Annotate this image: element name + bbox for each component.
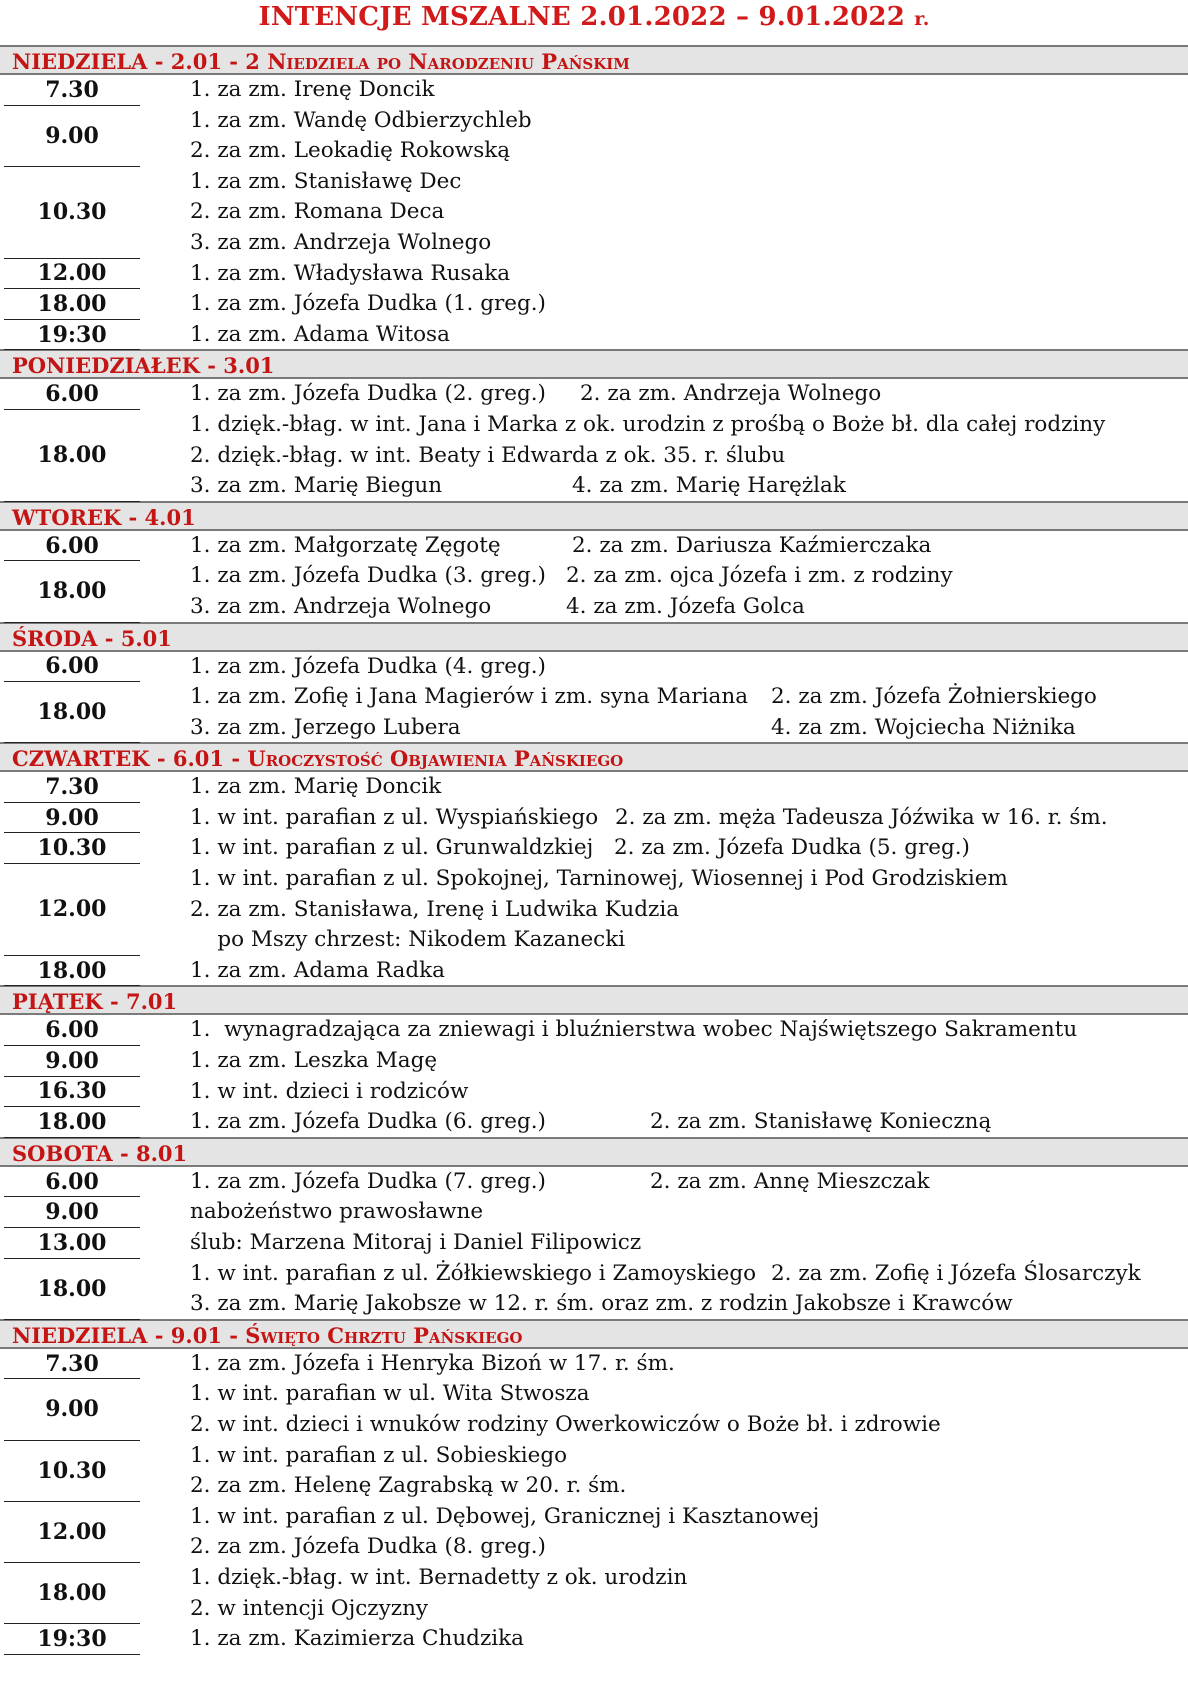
day-header	[0, 501, 1188, 531]
intention-text: 4. za zm. Wojciecha Niżnika	[771, 714, 1076, 740]
intention-line	[190, 1594, 1188, 1625]
mass-time: 18.00	[4, 682, 140, 743]
intention-line	[190, 1502, 1188, 1533]
mass-time: 13.00	[4, 1228, 140, 1259]
mass-time: 18.00	[4, 1563, 140, 1624]
intention-text: 1. za zm. Adama Radka	[190, 957, 445, 983]
intention-text: 2. za zm. ojca Józefa i zm. z rodziny	[566, 563, 953, 589]
intention-text: 1. za zm. Wandę Odbierzychleb	[190, 107, 532, 133]
intention-text: 2. za zm. Józefa Żołnierskiego	[771, 684, 1097, 710]
intention-line	[190, 1197, 1188, 1228]
mass-row	[0, 1228, 1188, 1259]
intention-text: 1. w int. parafian w ul. Wita Stwosza	[190, 1381, 590, 1407]
mass-row	[0, 1107, 1188, 1138]
mass-row	[0, 1197, 1188, 1228]
intention-line	[190, 682, 1188, 713]
mass-time: 9.00	[4, 1197, 140, 1228]
day-header	[0, 622, 1188, 652]
mass-time: 16.30	[4, 1077, 140, 1108]
intention-line	[190, 410, 1188, 441]
intention-text: 3. za zm. Marię Jakobsze w 12. r. śm. oraz zm. z rodzin Jakobsze i Krawców	[190, 1291, 1013, 1317]
intention-text: 1. za zm. Kazimierza Chudzika	[190, 1626, 524, 1652]
intention-line	[190, 1441, 1188, 1472]
feast-name: Święto Chrztu Pańskiego	[245, 1322, 523, 1348]
mass-row	[0, 864, 1188, 956]
mass-time: 18.00	[4, 956, 140, 987]
mass-time: 7.30	[4, 772, 140, 803]
intention-line	[190, 1046, 1188, 1077]
intention-text: 2. za zm. męża Tadeusza Jóźwika w 16. r. śm.	[615, 804, 1108, 830]
page-title	[0, 2, 1188, 32]
mass-row	[0, 803, 1188, 834]
intention-line	[190, 1289, 1188, 1320]
intention-line	[190, 1563, 1188, 1594]
intention-line	[190, 713, 1188, 744]
mass-time: 9.00	[4, 1379, 140, 1440]
mass-row	[0, 1167, 1188, 1198]
mass-time: 9.00	[4, 1046, 140, 1077]
mass-time: 7.30	[4, 1349, 140, 1380]
mass-schedule	[0, 46, 1188, 1655]
mass-time: 6.00	[4, 1015, 140, 1046]
intention-text: nabożeństwo prawosławne	[190, 1199, 484, 1225]
intention-text: 4. za zm. Marię Harężlak	[572, 473, 846, 499]
intention-line	[190, 652, 1188, 683]
mass-row	[0, 410, 1188, 502]
intention-text: ślub: Marzena Mitoraj i Daniel Filipowicz	[190, 1230, 642, 1255]
intention-text: 1. w int. parafian z ul. Żółkiewskiego i Zamoyskiego	[190, 1260, 757, 1286]
intention-line	[190, 441, 1188, 472]
intention-text: 2. za zm. Andrzeja Wolnego	[580, 381, 882, 407]
intention-text: 1. za zm. Adama Witosa	[190, 321, 450, 347]
mass-time: 7.30	[4, 75, 140, 106]
intention-line	[190, 1015, 1188, 1046]
intention-line	[190, 1379, 1188, 1410]
intention-text: 2. za zm. Zofię i Józefa Ślosarczyk	[771, 1260, 1141, 1286]
mass-time: 19:30	[4, 1624, 140, 1655]
mass-row	[0, 1259, 1188, 1320]
intention-text: 1. za zm. Józefa Dudka (3. greg.)	[190, 563, 546, 589]
intention-text: 2. w intencji Ojczyzny	[190, 1595, 429, 1621]
intention-text: 1. za zm. Zofię i Jana Magierów i zm. syna Mariana	[190, 684, 749, 710]
day-header	[0, 985, 1188, 1015]
mass-time: 18.00	[4, 561, 140, 622]
mass-time: 18.00	[4, 410, 140, 502]
intention-line	[190, 803, 1188, 834]
intention-text: 1. dzięk.-błag. w int. Bernadetty z ok. urodzin	[190, 1564, 688, 1590]
intention-line	[190, 259, 1188, 290]
mass-row	[0, 289, 1188, 320]
intention-line	[190, 1532, 1188, 1563]
day-name: PONIEDZIAŁEK - 3.01	[12, 353, 275, 379]
mass-time: 12.00	[4, 864, 140, 956]
feast-name: Uroczystość Objawienia Pańskiego	[247, 746, 624, 772]
intention-line	[190, 379, 1188, 410]
intention-line	[190, 1228, 1188, 1259]
mass-row	[0, 1015, 1188, 1046]
intention-line	[190, 1259, 1188, 1290]
mass-time: 9.00	[4, 106, 140, 167]
mass-time: 6.00	[4, 652, 140, 683]
intention-text: 3. za zm. Andrzeja Wolnego	[190, 229, 492, 255]
day-header	[0, 349, 1188, 379]
intention-text: 1. za zm. Józefa Dudka (6. greg.)	[190, 1109, 546, 1135]
mass-row	[0, 1379, 1188, 1440]
intention-text: 2. za zm. Stanisława, Irenę i Ludwika Kudzia	[190, 896, 680, 922]
intention-text: 1. za zm. Małgorzatę Zęgotę	[190, 532, 501, 558]
intention-text: 2. dzięk.-błag. w int. Beaty i Edwarda z ok. 35. r. ślubu	[190, 442, 786, 468]
day-header	[0, 1137, 1188, 1167]
mass-time: 6.00	[4, 1167, 140, 1198]
intention-text: 2. za zm. Leokadię Rokowską	[190, 138, 511, 164]
intention-line	[190, 833, 1188, 864]
intention-text: 1. za zm. Władysława Rusaka	[190, 260, 511, 286]
mass-row	[0, 1077, 1188, 1108]
intention-text: 1. za zm. Józefa Dudka (2. greg.)	[190, 381, 546, 407]
day-name: WTOREK - 4.01	[12, 504, 196, 530]
mass-row	[0, 1349, 1188, 1380]
intention-text: 2. w int. dzieci i wnuków rodziny Owerkowiczów o Boże bł. i zdrowie	[190, 1411, 941, 1437]
mass-row	[0, 320, 1188, 351]
intention-text: 2. za zm. Stanisławę Konieczną	[650, 1109, 992, 1135]
feast-name: 2 Niedziela po Narodzeniu Pańskim	[245, 49, 630, 74]
mass-time: 12.00	[4, 259, 140, 290]
mass-time: 10.30	[4, 833, 140, 864]
intention-line	[190, 1107, 1188, 1138]
intention-line	[190, 1624, 1188, 1655]
day-name: CZWARTEK - 6.01 -	[12, 746, 248, 772]
intention-line	[190, 531, 1188, 562]
intention-text: 1. w int. parafian z ul. Sobieskiego	[190, 1442, 568, 1468]
intention-text: 1. za zm. Marię Doncik	[190, 774, 442, 800]
intention-text: 1. dzięk.-błag. w int. Jana i Marka z ok. urodzin z prośbą o Boże bł. dla całej rodziny	[190, 411, 1106, 437]
intention-line	[190, 167, 1188, 198]
intention-text: 1. za zm. Józefa Dudka (4. greg.)	[190, 653, 546, 679]
intention-text: 2. za zm. Dariusza Kaźmierczaka	[572, 532, 932, 558]
intention-line	[190, 289, 1188, 320]
intention-line	[190, 864, 1188, 895]
mass-row	[0, 772, 1188, 803]
intention-line	[190, 75, 1188, 106]
mass-time: 18.00	[4, 289, 140, 320]
intention-text: 2. za zm. Helenę Zagrabską w 20. r. śm.	[190, 1473, 627, 1499]
intention-text: 2. za zm. Józefa Dudka (5. greg.)	[614, 835, 970, 861]
intention-line	[190, 197, 1188, 228]
title-text: INTENCJE MSZALNE 2.01.2022 – 9.01.2022	[258, 2, 905, 32]
day-name: NIEDZIELA - 2.01 -	[12, 49, 246, 74]
intention-text: 1. za zm. Józefa Dudka (1. greg.)	[190, 291, 546, 317]
intention-line	[190, 772, 1188, 803]
day-header	[0, 742, 1188, 772]
mass-time: 10.30	[4, 167, 140, 259]
intention-line	[190, 1349, 1188, 1380]
day-name: NIEDZIELA - 9.01 -	[12, 1322, 246, 1348]
intention-line	[190, 136, 1188, 167]
intention-text: 1. za zm. Józefa i Henryka Bizoń w 17. r. śm.	[190, 1350, 675, 1376]
mass-row	[0, 531, 1188, 562]
intention-line	[190, 320, 1188, 351]
intention-line	[190, 228, 1188, 259]
intention-line	[190, 956, 1188, 987]
mass-row	[0, 1502, 1188, 1563]
mass-time: 6.00	[4, 379, 140, 410]
mass-row	[0, 833, 1188, 864]
intention-text: 4. za zm. Józefa Golca	[566, 593, 805, 619]
mass-row	[0, 379, 1188, 410]
day-header	[0, 1319, 1188, 1349]
intention-line	[190, 561, 1188, 592]
intention-line	[190, 592, 1188, 623]
intention-text: 2. za zm. Annę Mieszczak	[650, 1168, 930, 1194]
intention-text: po Mszy chrzest: Nikodem Kazanecki	[190, 927, 626, 953]
mass-time: 12.00	[4, 1502, 140, 1563]
intention-text: 1. wynagradzająca za zniewagi i bluźnierstwa wobec Najświętszego Sakramentu	[190, 1017, 1078, 1043]
intention-text: 3. za zm. Jerzego Lubera	[190, 714, 461, 740]
title-suffix: r.	[914, 8, 930, 30]
intention-line	[190, 106, 1188, 137]
intention-text: 1. za zm. Irenę Doncik	[190, 77, 435, 102]
intention-text: 1. za zm. Józefa Dudka (7. greg.)	[190, 1168, 546, 1194]
mass-row	[0, 167, 1188, 259]
mass-time: 6.00	[4, 531, 140, 562]
intention-text: 3. za zm. Andrzeja Wolnego	[190, 593, 492, 619]
mass-row	[0, 956, 1188, 987]
day-name: SOBOTA - 8.01	[12, 1140, 188, 1166]
intention-line	[190, 895, 1188, 926]
intention-text: 1. w int. parafian z ul. Dębowej, Granicznej i Kasztanowej	[190, 1503, 820, 1529]
intention-text: 1. w int. dzieci i rodziców	[190, 1078, 469, 1104]
day-name: ŚRODA - 5.01	[12, 625, 172, 651]
intention-text: 1. w int. parafian z ul. Wyspiańskiego	[190, 804, 599, 830]
mass-row	[0, 75, 1188, 106]
intention-text: 1. za zm. Stanisławę Dec	[190, 168, 462, 194]
mass-time: 18.00	[4, 1259, 140, 1320]
day-header	[0, 45, 1188, 75]
mass-row	[0, 682, 1188, 743]
intention-line	[190, 1471, 1188, 1502]
intention-text: 1. w int. parafian z ul. Grunwaldzkiej	[190, 835, 594, 861]
mass-row	[0, 106, 1188, 167]
mass-row	[0, 1441, 1188, 1502]
mass-row	[0, 1624, 1188, 1655]
mass-time: 10.30	[4, 1441, 140, 1502]
intention-text: 1. za zm. Leszka Magę	[190, 1048, 438, 1074]
intention-text: 2. za zm. Romana Deca	[190, 199, 445, 225]
mass-row	[0, 259, 1188, 290]
mass-row	[0, 1046, 1188, 1077]
intention-line	[190, 1410, 1188, 1441]
mass-row	[0, 561, 1188, 622]
intention-line	[190, 471, 1188, 502]
intention-line	[190, 1077, 1188, 1108]
mass-time: 19:30	[4, 320, 140, 351]
intention-text: 2. za zm. Józefa Dudka (8. greg.)	[190, 1534, 546, 1560]
intention-line	[190, 925, 1188, 956]
intention-line	[190, 1167, 1188, 1198]
mass-time: 18.00	[4, 1107, 140, 1138]
day-name: PIĄTEK - 7.01	[12, 989, 178, 1015]
intention-text: 1. w int. parafian z ul. Spokojnej, Tarninowej, Wiosennej i Pod Grodziskiem	[190, 866, 1008, 892]
mass-row	[0, 1563, 1188, 1624]
mass-time: 9.00	[4, 803, 140, 834]
intention-text: 3. za zm. Marię Biegun	[190, 473, 443, 499]
mass-row	[0, 652, 1188, 683]
